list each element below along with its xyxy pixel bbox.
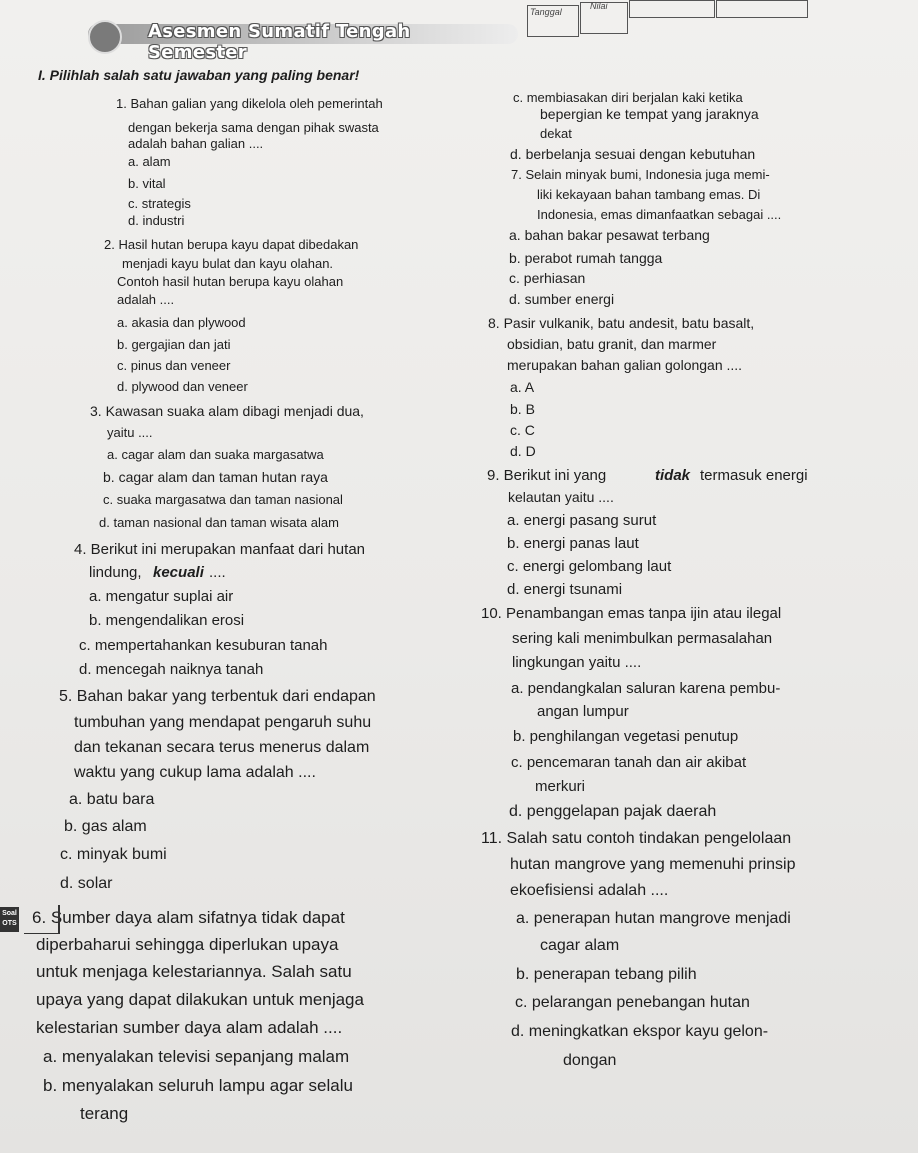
left-text-line: kelestarian sumber daya alam adalah .... bbox=[36, 1018, 343, 1037]
left-text-line: diperbaharui sehingga diperlukan upaya bbox=[36, 935, 339, 954]
left-text-line: a. alam bbox=[128, 154, 171, 169]
left-text-line: yaitu .... bbox=[107, 425, 153, 440]
right-text-line: a. penerapan hutan mangrove menjadi bbox=[516, 910, 791, 927]
left-text-line: untuk menjaga kelestariannya. Salah satu bbox=[36, 962, 352, 981]
right-text-line: liki kekayaan bahan tambang emas. Di bbox=[537, 187, 761, 202]
left-text-line: a. menyalakan televisi sepanjang malam bbox=[43, 1047, 350, 1066]
right-text-line: d. energi tsunami bbox=[507, 581, 623, 598]
right-text-line: d. sumber energi bbox=[509, 291, 615, 307]
right-text-line: b. penerapan tebang pilih bbox=[516, 966, 697, 983]
left-text-line: d. taman nasional dan taman wisata alam bbox=[99, 515, 339, 530]
score-box-3 bbox=[716, 0, 808, 18]
right-text-line: tidak bbox=[655, 467, 691, 484]
left-text-line: a. cagar alam dan suaka margasatwa bbox=[107, 447, 324, 462]
right-text-line: a. pendangkalan saluran karena pembu- bbox=[511, 680, 781, 697]
right-text-line: d. meningkatkan ekspor kayu gelon- bbox=[511, 1023, 769, 1040]
left-text-line: 3. Kawasan suaka alam dibagi menjadi dua, bbox=[90, 403, 364, 419]
right-text-line: 11. Salah satu contoh tindakan pengelolaan bbox=[481, 830, 792, 847]
right-text-line: a. A bbox=[510, 379, 535, 395]
left-text-line: b. gergajian dan jati bbox=[117, 337, 231, 352]
left-text-line: d. solar bbox=[60, 875, 113, 892]
left-text-line: c. mempertahankan kesuburan tanah bbox=[79, 637, 328, 654]
right-text-line: lingkungan yaitu .... bbox=[512, 654, 642, 671]
left-text-line: menjadi kayu bulat dan kayu olahan. bbox=[122, 256, 334, 271]
left-text-line: .... bbox=[209, 564, 226, 581]
right-text-line: c. pencemaran tanah dan air akibat bbox=[511, 754, 747, 771]
right-text-line: Indonesia, emas dimanfaatkan sebagai .... bbox=[537, 207, 782, 222]
right-text-line: a. bahan bakar pesawat terbang bbox=[509, 227, 710, 243]
left-text-line: dengan bekerja sama dengan pihak swasta bbox=[128, 120, 379, 135]
left-text-line: tumbuhan yang mendapat pengaruh suhu bbox=[74, 714, 372, 731]
left-text-line: adalah .... bbox=[117, 292, 175, 307]
right-text-line: b. energi panas laut bbox=[507, 535, 639, 552]
left-text-line: c. suaka margasatwa dan taman nasional bbox=[103, 492, 343, 507]
right-text-line: b. penghilangan vegetasi penutup bbox=[513, 728, 739, 745]
right-text-line: d. penggelapan pajak daerah bbox=[509, 803, 717, 820]
right-text-line: b. perabot rumah tangga bbox=[509, 250, 663, 266]
right-text-line: sering kali menimbulkan permasalahan bbox=[512, 630, 773, 647]
right-text-line: a. energi pasang surut bbox=[507, 512, 657, 529]
left-text-line: d. mencegah naiknya tanah bbox=[79, 661, 264, 678]
left-text-line: 6. Sumber daya alam sifatnya tidak dapat bbox=[32, 908, 345, 927]
left-text-line: 2. Hasil hutan berupa kayu dapat dibedakan bbox=[104, 237, 359, 252]
right-text-line: cagar alam bbox=[540, 937, 620, 954]
right-text-line: b. B bbox=[510, 401, 535, 417]
left-text-line: c. strategis bbox=[128, 196, 191, 211]
right-text-line: merkuri bbox=[535, 778, 586, 795]
right-text-line: ekoefisiensi adalah .... bbox=[510, 882, 669, 899]
banner-logo-circle bbox=[88, 20, 122, 54]
left-text-line: lindung, bbox=[89, 564, 142, 581]
right-text-line: d. D bbox=[510, 443, 536, 459]
right-text-line: dongan bbox=[563, 1052, 617, 1069]
left-text-line: b. mengendalikan erosi bbox=[89, 612, 245, 629]
left-text-line: c. pinus dan veneer bbox=[117, 358, 231, 373]
left-text-line: c. minyak bumi bbox=[60, 846, 167, 863]
left-text-line: b. menyalakan seluruh lampu agar selalu bbox=[43, 1076, 353, 1095]
left-text-line: a. mengatur suplai air bbox=[89, 588, 234, 605]
right-text-line: c. energi gelombang laut bbox=[507, 558, 672, 575]
left-text-line: dan tekanan secara terus menerus dalam bbox=[74, 739, 370, 756]
left-text-line: 4. Berikut ini merupakan manfaat dari hutan bbox=[74, 541, 365, 558]
left-text-line: a. akasia dan plywood bbox=[117, 315, 246, 330]
right-text-line: 7. Selain minyak bumi, Indonesia juga memi- bbox=[511, 167, 770, 182]
page-title: Asesmen Sumatif Tengah Semester bbox=[148, 21, 411, 63]
right-text-line: c. C bbox=[510, 422, 535, 438]
left-text-line: terang bbox=[80, 1104, 129, 1123]
right-text-line: bepergian ke tempat yang jaraknya bbox=[540, 106, 759, 122]
right-text-line: 8. Pasir vulkanik, batu andesit, batu basalt, bbox=[488, 315, 755, 331]
header-banner bbox=[88, 18, 508, 63]
left-text-line: adalah bahan galian .... bbox=[128, 136, 264, 151]
left-text-line: d. industri bbox=[128, 213, 185, 228]
soal-badge: Soal OTS bbox=[0, 907, 19, 932]
nilai-label: Nilai bbox=[590, 1, 608, 11]
right-text-line: hutan mangrove yang memenuhi prinsip bbox=[510, 856, 796, 873]
right-text-line: dekat bbox=[540, 126, 572, 141]
left-text-line: 1. Bahan galian yang dikelola oleh pemerintah bbox=[116, 96, 383, 111]
right-text-line: kelautan yaitu .... bbox=[508, 489, 614, 505]
right-text-line: d. berbelanja sesuai dengan kebutuhan bbox=[510, 146, 756, 162]
right-text-line: c. perhiasan bbox=[509, 270, 586, 286]
right-text-line: c. pelarangan penebangan hutan bbox=[515, 994, 750, 1011]
left-text-line: a. batu bara bbox=[69, 791, 155, 808]
left-text-line: b. gas alam bbox=[64, 818, 147, 835]
score-box-2 bbox=[629, 0, 715, 18]
question-6-marker bbox=[24, 905, 60, 934]
right-text-line: 9. Berikut ini yang bbox=[487, 467, 607, 484]
left-text-line: d. plywood dan veneer bbox=[117, 379, 248, 394]
left-text-line: upaya yang dapat dilakukan untuk menjaga bbox=[36, 990, 364, 1009]
right-text-line: merupakan bahan galian golongan .... bbox=[507, 357, 743, 373]
right-text-line: c. membiasakan diri berjalan kaki ketika bbox=[513, 90, 743, 105]
left-text-line: Contoh hasil hutan berupa kayu olahan bbox=[117, 274, 344, 289]
right-text-line: obsidian, batu granit, dan marmer bbox=[507, 336, 717, 352]
tanggal-label: Tanggal bbox=[530, 7, 562, 17]
section-instruction: I. Pilihlah salah satu jawaban yang paling benar! bbox=[38, 67, 360, 83]
left-text-line: kecuali bbox=[153, 564, 204, 581]
left-text-line: b. vital bbox=[128, 176, 166, 191]
right-text-line: 10. Penambangan emas tanpa ijin atau ilegal bbox=[481, 605, 782, 622]
right-text-line: angan lumpur bbox=[537, 703, 629, 720]
left-text-line: b. cagar alam dan taman hutan raya bbox=[103, 469, 328, 485]
right-text-line: termasuk energi bbox=[700, 467, 808, 484]
left-text-line: waktu yang cukup lama adalah .... bbox=[74, 764, 316, 781]
left-text-line: 5. Bahan bakar yang terbentuk dari endapan bbox=[59, 688, 376, 705]
